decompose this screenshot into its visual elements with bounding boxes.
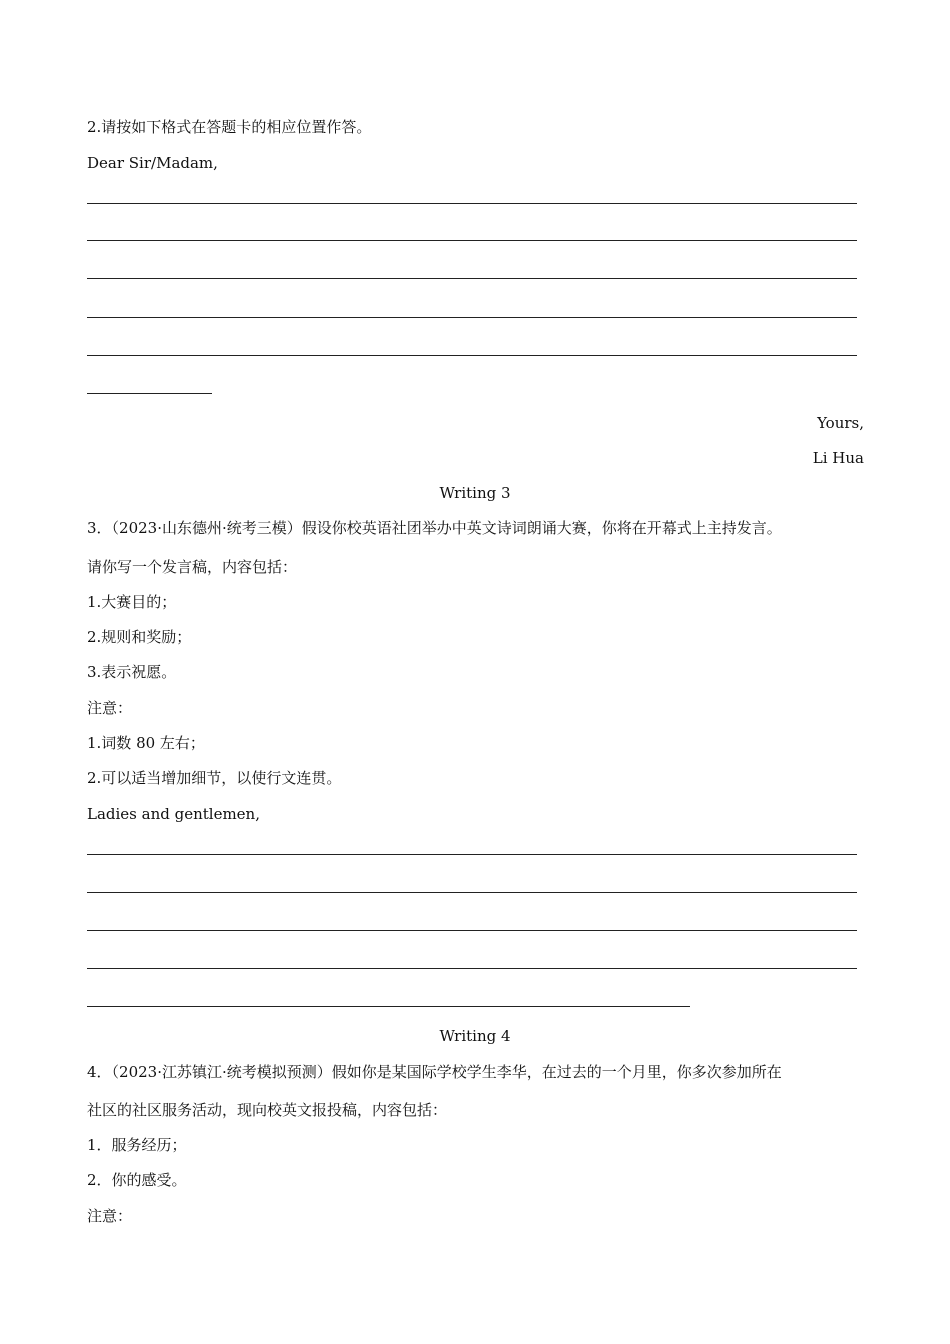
content-item: 3.表示祝愿。 [87,663,177,681]
notes-label: 注意： [87,1207,133,1225]
answer-line [87,968,857,969]
speech-salutation: Ladies and gentlemen, [87,805,260,823]
answer-line [87,854,857,855]
instruction-format: 2.请按如下格式在答题卡的相应位置作答。 [87,118,372,136]
answer-line [87,240,857,241]
letter-closing: Yours, [817,414,864,432]
prompt-3-line-1: 3．（2023·山东德州·统考三模）假设你校英语社团举办中英文诗词朗诵大赛，你将在开幕式上主持发言。 [87,519,782,537]
answer-line [87,317,857,318]
answer-line-short [87,393,212,394]
answer-line [87,355,857,356]
prompt-4-line-2: 社区的社区服务活动，现向校英文报投稿，内容包括： [87,1101,448,1119]
content-item: 1.大赛目的； [87,593,177,611]
answer-line [87,892,857,893]
prompt-3-line-2: 请你写一个发言稿，内容包括： [87,558,298,576]
letter-signature: Li Hua [812,449,864,467]
answer-line [87,278,857,279]
note-item: 1.词数 80 左右； [87,734,205,752]
content-item: 1．服务经历； [87,1136,187,1154]
note-item: 2.可以适当增加细节，以使行文连贯。 [87,769,342,787]
answer-line-short [87,1006,690,1007]
section-heading-writing-4: Writing 4 [439,1027,511,1045]
answer-line [87,930,857,931]
content-item: 2.规则和奖励； [87,628,192,646]
content-item: 2．你的感受。 [87,1171,187,1189]
notes-label: 注意： [87,699,133,717]
section-heading-writing-3: Writing 3 [439,484,511,502]
letter-salutation: Dear Sir/Madam, [87,154,218,172]
prompt-4-line-1: 4．（2023·江苏镇江·统考模拟预测）假如你是某国际学校学生李华，在过去的一个月里，你多次参加所在 [87,1063,782,1081]
answer-line [87,203,857,204]
